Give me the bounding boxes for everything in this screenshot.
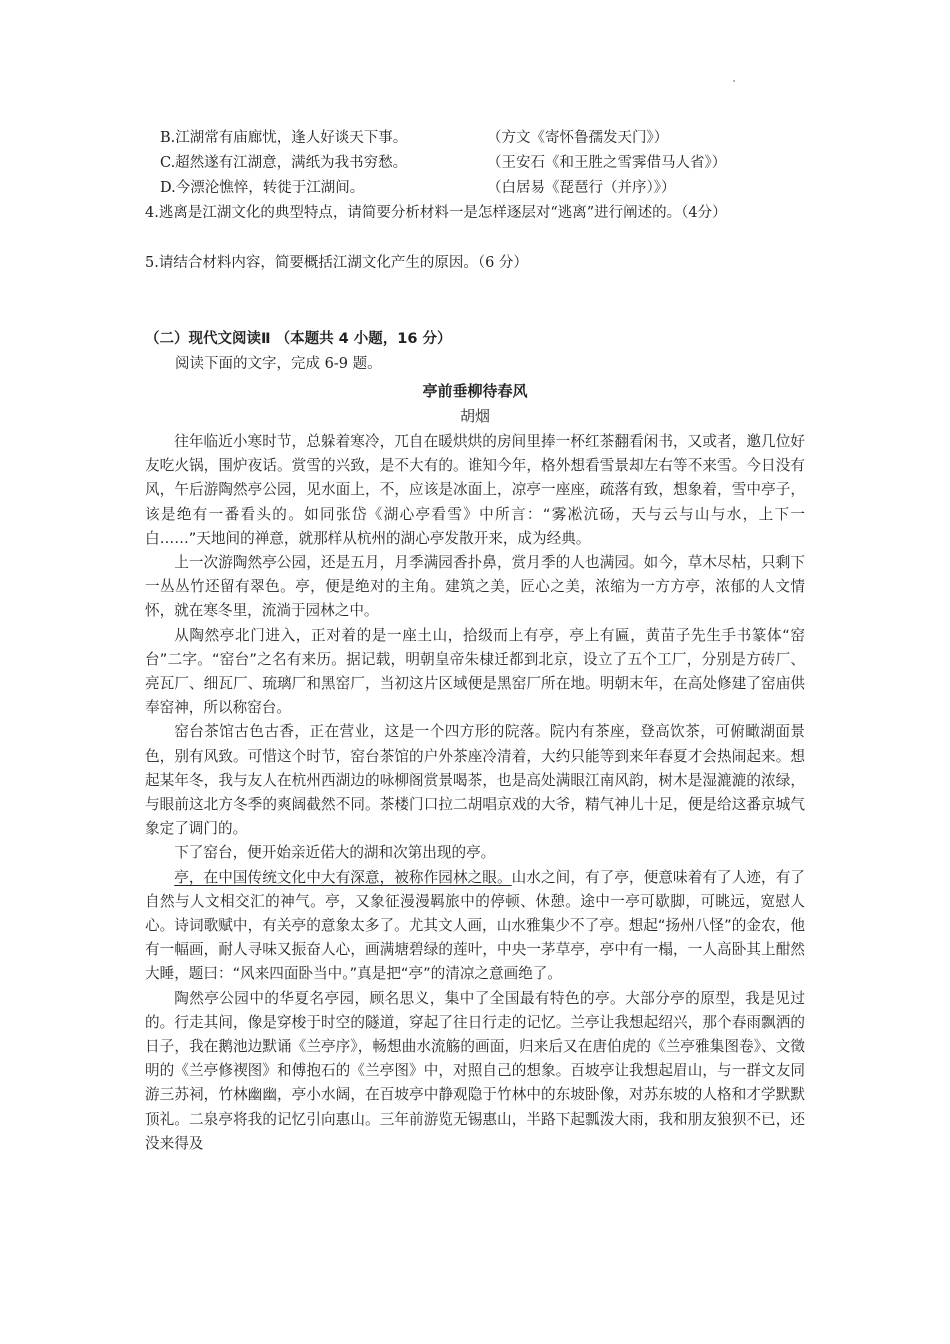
option-b: B.江湖常有庙廊忧，逢人好谈天下事。 — [160, 130, 408, 146]
paragraph-2: 上一次游陶然亭公园，还是五月，月季满园香扑鼻，赏月季的人也满园。如今，草木尽枯，只剩下一丛丛竹还留有翠色。亭，便是绝对的主角。建筑之美，匠心之美，浓缩为一方方亭，浓郁的人文情怀，就在寒冬里，流淌于园林之中。 — [145, 554, 805, 620]
paragraph-4: 窑台茶馆古色古香，正在营业，这是一个四方形的院落。院内有茶座，登高饮茶，可俯瞰湖面景色，别有风致。可惜这个时节，窑台茶馆的户外茶座冷清着，大约只能等到来年春夏才会热闹起来。想起某年冬，我与友人在杭州西湖边的咏柳阁赏景喝茶，也是高处满眼江南风韵，树木是湿漉漉的浓绿，与眼前这北方冬季的爽阔截然不同。茶楼门口拉二胡唱京戏的大爷，精气神儿十足，便是给这番京城气象定了调门的。 — [145, 723, 805, 838]
paragraph-1: 往年临近小寒时节，总躲着寒冷，兀自在暖烘烘的房间里捧一杯红茶翻看闲书，又或者，邀几位好友吃火锅，围炉夜话。赏雪的兴致，是不大有的。谁知今年，格外想看雪景却左右等不来雪。今日没有风，午后游陶然亭公园，见水面上，不，应该是冰面上，凉亭一座座，疏落有致，想象着，雪中亭子，该是绝有一番看头的。如同张岱《湖心亭看雪》中所言：“雾凇沆砀，天与云与山与水，上下一白……”天地间的禅意，就那样从杭州的湖心亭发散开来，成为经典。 — [145, 433, 805, 547]
paragraph-6 — [145, 866, 805, 987]
option-b-source: （方文《寄怀鲁孺发天门》） — [487, 130, 669, 146]
section-heading: （二）现代文阅读Ⅱ （本题共 4 小题，16 分） — [145, 331, 452, 347]
article-author: 胡烟 — [459, 407, 490, 425]
section-instruction: 阅读下面的文字，完成 6-9 题。 — [175, 356, 382, 372]
paragraph-7: 陶然亭公园中的华夏名亭园，顾名思义，集中了全国最有特色的亭。大部分亭的原型，我是见过的。行走其间，像是穿梭于时空的隧道，穿起了往日行走的记忆。兰亭让我想起绍兴，那个春雨飘洒的日子，我在鹅池边默诵《兰亭序》，畅想曲水流觞的画面，归来后又在唐伯虎的《兰亭雅集图卷》、文徵明的《兰亭修禊图》和傅抱石的《兰亭图》中，对照自己的想象。百坡亭让我想起眉山，与一群文友同游三苏祠，竹林幽幽，亭小水阔，在百坡亭中静观隐于竹林中的东坡卧像，对苏东坡的人格和才学默默顶礼。二泉亭将我的记忆引向惠山。三年前游览无锡惠山，半路下起瓢泼大雨，我和朋友狼狈不已，还没来得及 — [145, 989, 805, 1152]
option-c: C.超然遂有江湖意，满纸为我书穷愁。 — [160, 155, 408, 171]
paragraph-5: 下了窑台，便开始亲近偌大的湖和次第出现的亭。 — [174, 844, 496, 862]
paragraph-6-rest: 山水之间，有了亭，便意味着有了人迹，有了自然与人文相交汇的神气。亭，又象征漫漫羁旅中的停顿、休憩。途中一亭可歇脚，可眺远，宽慰人心。诗词歌赋中，有关亭的意象太多了。尤其文人画，山水雅集少不了亭。想起“扬州八怪”的金农，他有一幅画，耐人寻味又振奋人心，画满塘碧绿的莲叶，中央一茅草亭，亭中有一榻，一人高卧其上酣然大睡，题曰：“风来四面卧当中。”真是把“亭”的清凉之意画绝了。 — [145, 868, 805, 983]
paragraph-3: 从陶然亭北门进入，正对着的是一座土山，拾级而上有亭，亭上有匾，黄苗子先生手书篆体“窑台”二字。“窑台”之名有来历。据记载，明朝皇帝朱棣迁都到北京，设立了五个工厂，分别是方砖厂、亮瓦厂、细瓦厂、琉璃厂和黑窑厂，当初这片区域便是黑窑厂所在地。明朝末年，在高处修建了窑庙供奉窑神，所以称窑台。 — [145, 626, 805, 717]
underlined-sentence: 亭，在中国传统文化中大有深意，被称作园林之眼。 — [174, 868, 512, 886]
article-body — [145, 430, 805, 1156]
option-d-source: （白居易《琵琶行（并序）》） — [487, 180, 676, 196]
article-title: 亭前垂柳待春风 — [422, 382, 528, 400]
question-4: 4.逃离是江湖文化的典型特点，请简要分析材料一是怎样逐层对“逃离”进行阐述的。（4分） — [145, 205, 727, 221]
option-c-source: （王安石《和王胜之雪霁借马人省》） — [487, 155, 727, 171]
scan-speck — [733, 80, 735, 82]
question-5: 5.请结合材料内容，简要概括江湖文化产生的原因。（6 分） — [145, 255, 528, 271]
option-d: D.今漂沦憔悴，转徙于江湖间。 — [160, 180, 365, 196]
